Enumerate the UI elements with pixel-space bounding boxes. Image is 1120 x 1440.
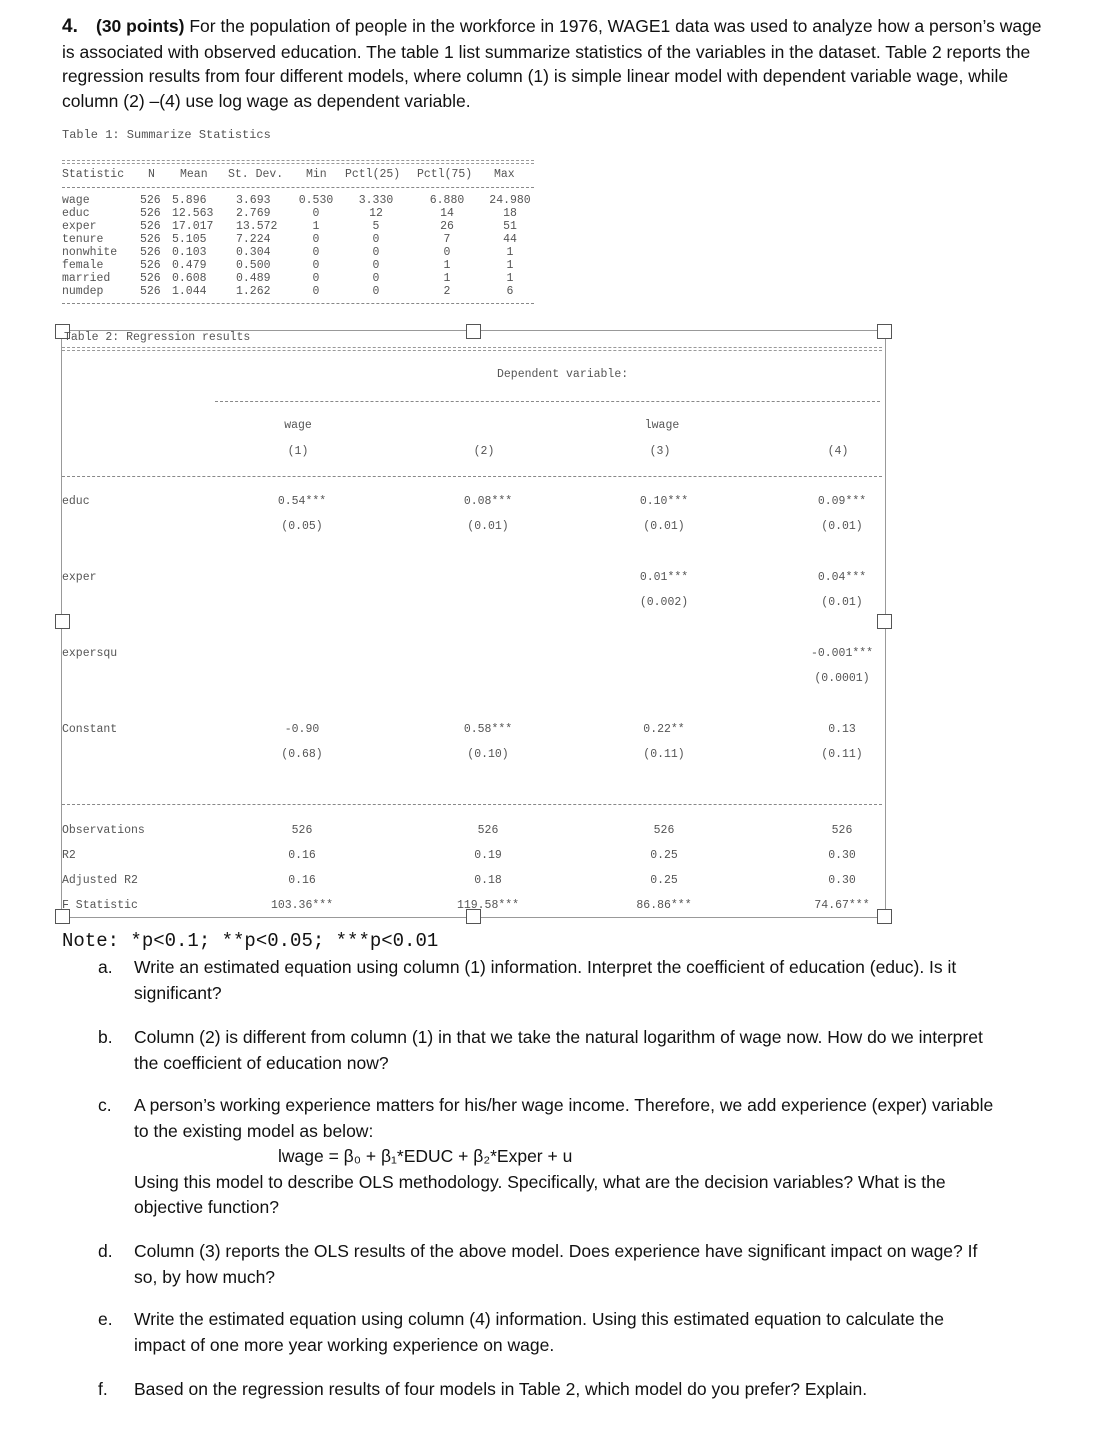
- table1-cell: 0.103: [172, 246, 207, 259]
- se-cell: (0.002): [639, 596, 689, 609]
- table1-cell: 526: [140, 272, 161, 285]
- table1-header-cell: Mean: [180, 168, 208, 181]
- se-cell: (0.01): [643, 520, 685, 533]
- table1-cell: 3.330: [358, 194, 394, 207]
- table1-row-label: exper: [62, 220, 97, 233]
- table2-header-rule: [62, 476, 882, 477]
- table2-selection-frame[interactable]: [61, 330, 886, 918]
- table1-top-rule: [62, 160, 534, 161]
- table1-cell: 7: [443, 233, 451, 246]
- column-number: (4): [827, 445, 849, 458]
- table1-cell: 0: [372, 285, 380, 298]
- table1-cell: 6.880: [429, 194, 465, 207]
- table1-cell: 1: [506, 259, 514, 272]
- table2-top-rule: [62, 347, 882, 348]
- table1-cell: 7.224: [236, 233, 271, 246]
- table1-row-label: female: [62, 259, 104, 272]
- coef-cell: 0.01***: [639, 571, 689, 584]
- subquestion-a: [98, 955, 998, 1006]
- table1-cell: 0.530: [298, 194, 334, 207]
- table1-cell: 0.479: [172, 259, 207, 272]
- table2-stats-rule: [62, 804, 882, 805]
- table1-cell: 5: [372, 220, 380, 233]
- subquestion-text: A person’s working experience matters for his/her wage income. Therefore, we add experience (exper) variable to the existing model as below:: [134, 1095, 994, 1141]
- table1-row-label: married: [62, 272, 111, 285]
- table1-cell: 0.489: [236, 272, 271, 285]
- table1-cell: 526: [140, 246, 161, 259]
- table1-cell: 0: [372, 259, 380, 272]
- subquestion-letter: b.: [98, 1027, 113, 1047]
- table1-cell: 526: [140, 207, 161, 220]
- coef-row-label: Constant: [62, 723, 118, 736]
- table1-cell: 5.105: [172, 233, 207, 246]
- coef-cell: 0.10***: [639, 495, 689, 508]
- table1-cell: 0: [312, 259, 320, 272]
- table1-bottom-rule: [62, 303, 534, 304]
- table1-cell: 24.980: [489, 194, 531, 207]
- stat-cell: 0.19: [474, 849, 502, 862]
- stat-row-label: F Statistic: [62, 899, 138, 912]
- coef-cell: 0.13: [828, 723, 856, 736]
- table1-cell: 0: [372, 246, 380, 259]
- se-cell: (0.01): [821, 596, 863, 609]
- stat-cell: 526: [653, 824, 675, 837]
- subquestion-letter: d.: [98, 1241, 113, 1261]
- table1-cell: 0: [443, 246, 451, 259]
- se-cell: (0.11): [821, 748, 863, 761]
- resize-handle-br[interactable]: [877, 909, 892, 924]
- table1-cell: 2.769: [236, 207, 271, 220]
- question-number: 4.: [62, 16, 78, 37]
- se-cell: (0.01): [467, 520, 509, 533]
- subquestion-text: Column (2) is different from column (1) in that we take the natural logarithm of wage now. How do we interpret the coefficient of education now?: [134, 1027, 983, 1073]
- table2-caption: Table 2: Regression results: [64, 331, 251, 344]
- dep-var-rule: [215, 401, 880, 402]
- table1-cell: 0: [312, 246, 320, 259]
- question-header: [62, 14, 1042, 113]
- coef-cell: 0.09***: [817, 495, 867, 508]
- table1-cell: 14: [440, 207, 454, 220]
- se-cell: (0.0001): [814, 672, 870, 685]
- stat-cell: 86.86***: [636, 899, 692, 912]
- coef-cell: 0.54***: [277, 495, 327, 508]
- stat-cell: 0.30: [828, 849, 856, 862]
- table1-cell: 26: [440, 220, 454, 233]
- subquestion-text: Based on the regression results of four models in Table 2, which model do you prefer? Explain.: [134, 1379, 868, 1399]
- coef-cell: 0.22**: [643, 723, 685, 736]
- table1-cell: 526: [140, 220, 161, 233]
- table1-cell: 0.608: [172, 272, 207, 285]
- stat-row-label: Observations: [62, 824, 145, 837]
- table1-cell: 0: [312, 207, 320, 220]
- table1-cell: 526: [140, 233, 161, 246]
- subquestion-c: [98, 1093, 998, 1221]
- stat-cell: 0.25: [650, 874, 678, 887]
- table1-cell: 526: [140, 285, 161, 298]
- table1-cell: 0: [312, 233, 320, 246]
- table1-cell: 526: [140, 194, 161, 207]
- stat-cell: 526: [831, 824, 853, 837]
- stat-cell: 0.16: [288, 874, 316, 887]
- se-cell: (0.11): [643, 748, 685, 761]
- subquestion-letter: c.: [98, 1095, 112, 1115]
- table1-cell: 2: [443, 285, 451, 298]
- coef-cell: 0.04***: [817, 571, 867, 584]
- table1-cell: 3.693: [236, 194, 271, 207]
- stat-cell: 119.58***: [456, 899, 520, 912]
- table1-cell: 0: [372, 272, 380, 285]
- coef-row-label: educ: [62, 495, 90, 508]
- table1-row-label: educ: [62, 207, 90, 220]
- table1-cell: 17.017: [172, 220, 214, 233]
- table1-header-cell: Pctl(75): [417, 168, 473, 181]
- stat-cell: 526: [477, 824, 499, 837]
- question-intro: For the population of people in the workforce in 1976, WAGE1 data was used to analyze how a person’s wage is associated with observed education. The table 1 list summarize statistics of the variables in the dataset. Table 2 reports the regression results from four different models, where column (1) is simple linear model with dependent variable wage, while column (2) –(4) use log wage as dependent variable.: [62, 16, 1042, 111]
- coef-cell: -0.001***: [810, 647, 874, 660]
- se-cell: (0.01): [821, 520, 863, 533]
- subquestion-e: [98, 1307, 998, 1358]
- stat-row-label: Adjusted R2: [62, 874, 138, 887]
- table1-cell: 5.896: [172, 194, 207, 207]
- resize-handle-mr[interactable]: [877, 614, 892, 629]
- resize-handle-tr[interactable]: [877, 324, 892, 339]
- table1-row-label: tenure: [62, 233, 104, 246]
- subquestion-text-2: Using this model to describe OLS methodology. Specifically, what are the decision variables? What is the objective function?: [134, 1171, 946, 1217]
- table1-cell: 1.262: [236, 285, 271, 298]
- subquestion-b: [98, 1025, 998, 1076]
- table1-cell: 51: [503, 220, 517, 233]
- coef-row-label: exper: [62, 571, 97, 584]
- coef-cell: -0.90: [284, 723, 320, 736]
- table1-cell: 12.563: [172, 207, 214, 220]
- se-cell: (0.10): [467, 748, 509, 761]
- stat-cell: 0.30: [828, 874, 856, 887]
- subquestion-text: Write an estimated equation using column (1) information. Interpret the coefficient of education (educ). Is it significant?: [134, 957, 957, 1003]
- table1-header-rule: [62, 187, 534, 188]
- question-points: (30 points): [96, 16, 185, 36]
- table1-header-cell: Statistic: [62, 168, 125, 181]
- table1-cell: 526: [140, 259, 161, 272]
- table2-top-rule-2: [62, 350, 882, 351]
- column-number: (1): [287, 445, 309, 458]
- column-number: (3): [649, 445, 671, 458]
- table1-header-cell: St. Dev.: [228, 168, 284, 181]
- dep-var-name: lwage: [644, 419, 680, 432]
- stat-cell: 526: [291, 824, 313, 837]
- subquestion-f: [98, 1377, 998, 1403]
- resize-handle-ml[interactable]: [55, 614, 70, 629]
- column-number: (2): [473, 445, 495, 458]
- table1-cell: 0.500: [236, 259, 271, 272]
- table1-top-rule-2: [62, 163, 534, 164]
- table1-cell: 1: [443, 259, 451, 272]
- subquestion-d: [98, 1239, 998, 1290]
- table1-header-cell: Min: [306, 168, 327, 181]
- table1-row-label: nonwhite: [62, 246, 118, 259]
- table1-row-label: wage: [62, 194, 90, 207]
- table1-cell: 1: [506, 246, 514, 259]
- coef-cell: 0.08***: [463, 495, 513, 508]
- subquestion-letter: e.: [98, 1309, 113, 1329]
- subquestion-letter: a.: [98, 957, 113, 977]
- resize-handle-tm[interactable]: [466, 324, 481, 339]
- table1-cell: 1: [443, 272, 451, 285]
- table1-cell: 44: [503, 233, 517, 246]
- se-cell: (0.68): [281, 748, 323, 761]
- dep-var-label: Dependent variable:: [497, 368, 629, 381]
- table1-cell: 1: [506, 272, 514, 285]
- table1-cell: 12: [369, 207, 383, 220]
- subquestion-text: Column (3) reports the OLS results of the above model. Does experience have significant impact on wage? If so, by how much?: [134, 1241, 978, 1287]
- table1-cell: 0: [312, 272, 320, 285]
- stat-cell: 74.67***: [814, 899, 870, 912]
- dep-var-name: wage: [284, 419, 312, 432]
- table1-cell: 18: [503, 207, 517, 220]
- model-equation: lwage = β₀ + β₁*EDUC + β₂*Exper + u: [278, 1146, 573, 1166]
- table1-cell: 1.044: [172, 285, 207, 298]
- table1-header-cell: Max: [494, 168, 515, 181]
- table1-cell: 0: [372, 233, 380, 246]
- significance-note: Note: *p<0.1; **p<0.05; ***p<0.01: [62, 930, 439, 952]
- coef-row-label: expersqu: [62, 647, 118, 660]
- stat-cell: 103.36***: [270, 899, 334, 912]
- se-cell: (0.05): [281, 520, 323, 533]
- coef-cell: 0.58***: [463, 723, 513, 736]
- subquestion-letter: f.: [98, 1379, 108, 1399]
- table1-cell: 0: [312, 285, 320, 298]
- stat-cell: 0.25: [650, 849, 678, 862]
- table1-header-cell: Pctl(25): [345, 168, 401, 181]
- table1-cell: 1: [312, 220, 320, 233]
- table1-cell: 6: [506, 285, 514, 298]
- stat-row-label: R2: [62, 849, 76, 862]
- table1-caption: Table 1: Summarize Statistics: [62, 128, 271, 142]
- stat-cell: 0.18: [474, 874, 502, 887]
- subquestion-text: Write the estimated equation using column (4) information. Using this estimated equation to calculate the impact of one more year working experience on wage.: [134, 1309, 944, 1355]
- table1-cell: 13.572: [236, 220, 278, 233]
- table1-header-cell: N: [148, 168, 155, 181]
- table1-cell: 0.304: [236, 246, 271, 259]
- table1-row-label: numdep: [62, 285, 104, 298]
- stat-cell: 0.16: [288, 849, 316, 862]
